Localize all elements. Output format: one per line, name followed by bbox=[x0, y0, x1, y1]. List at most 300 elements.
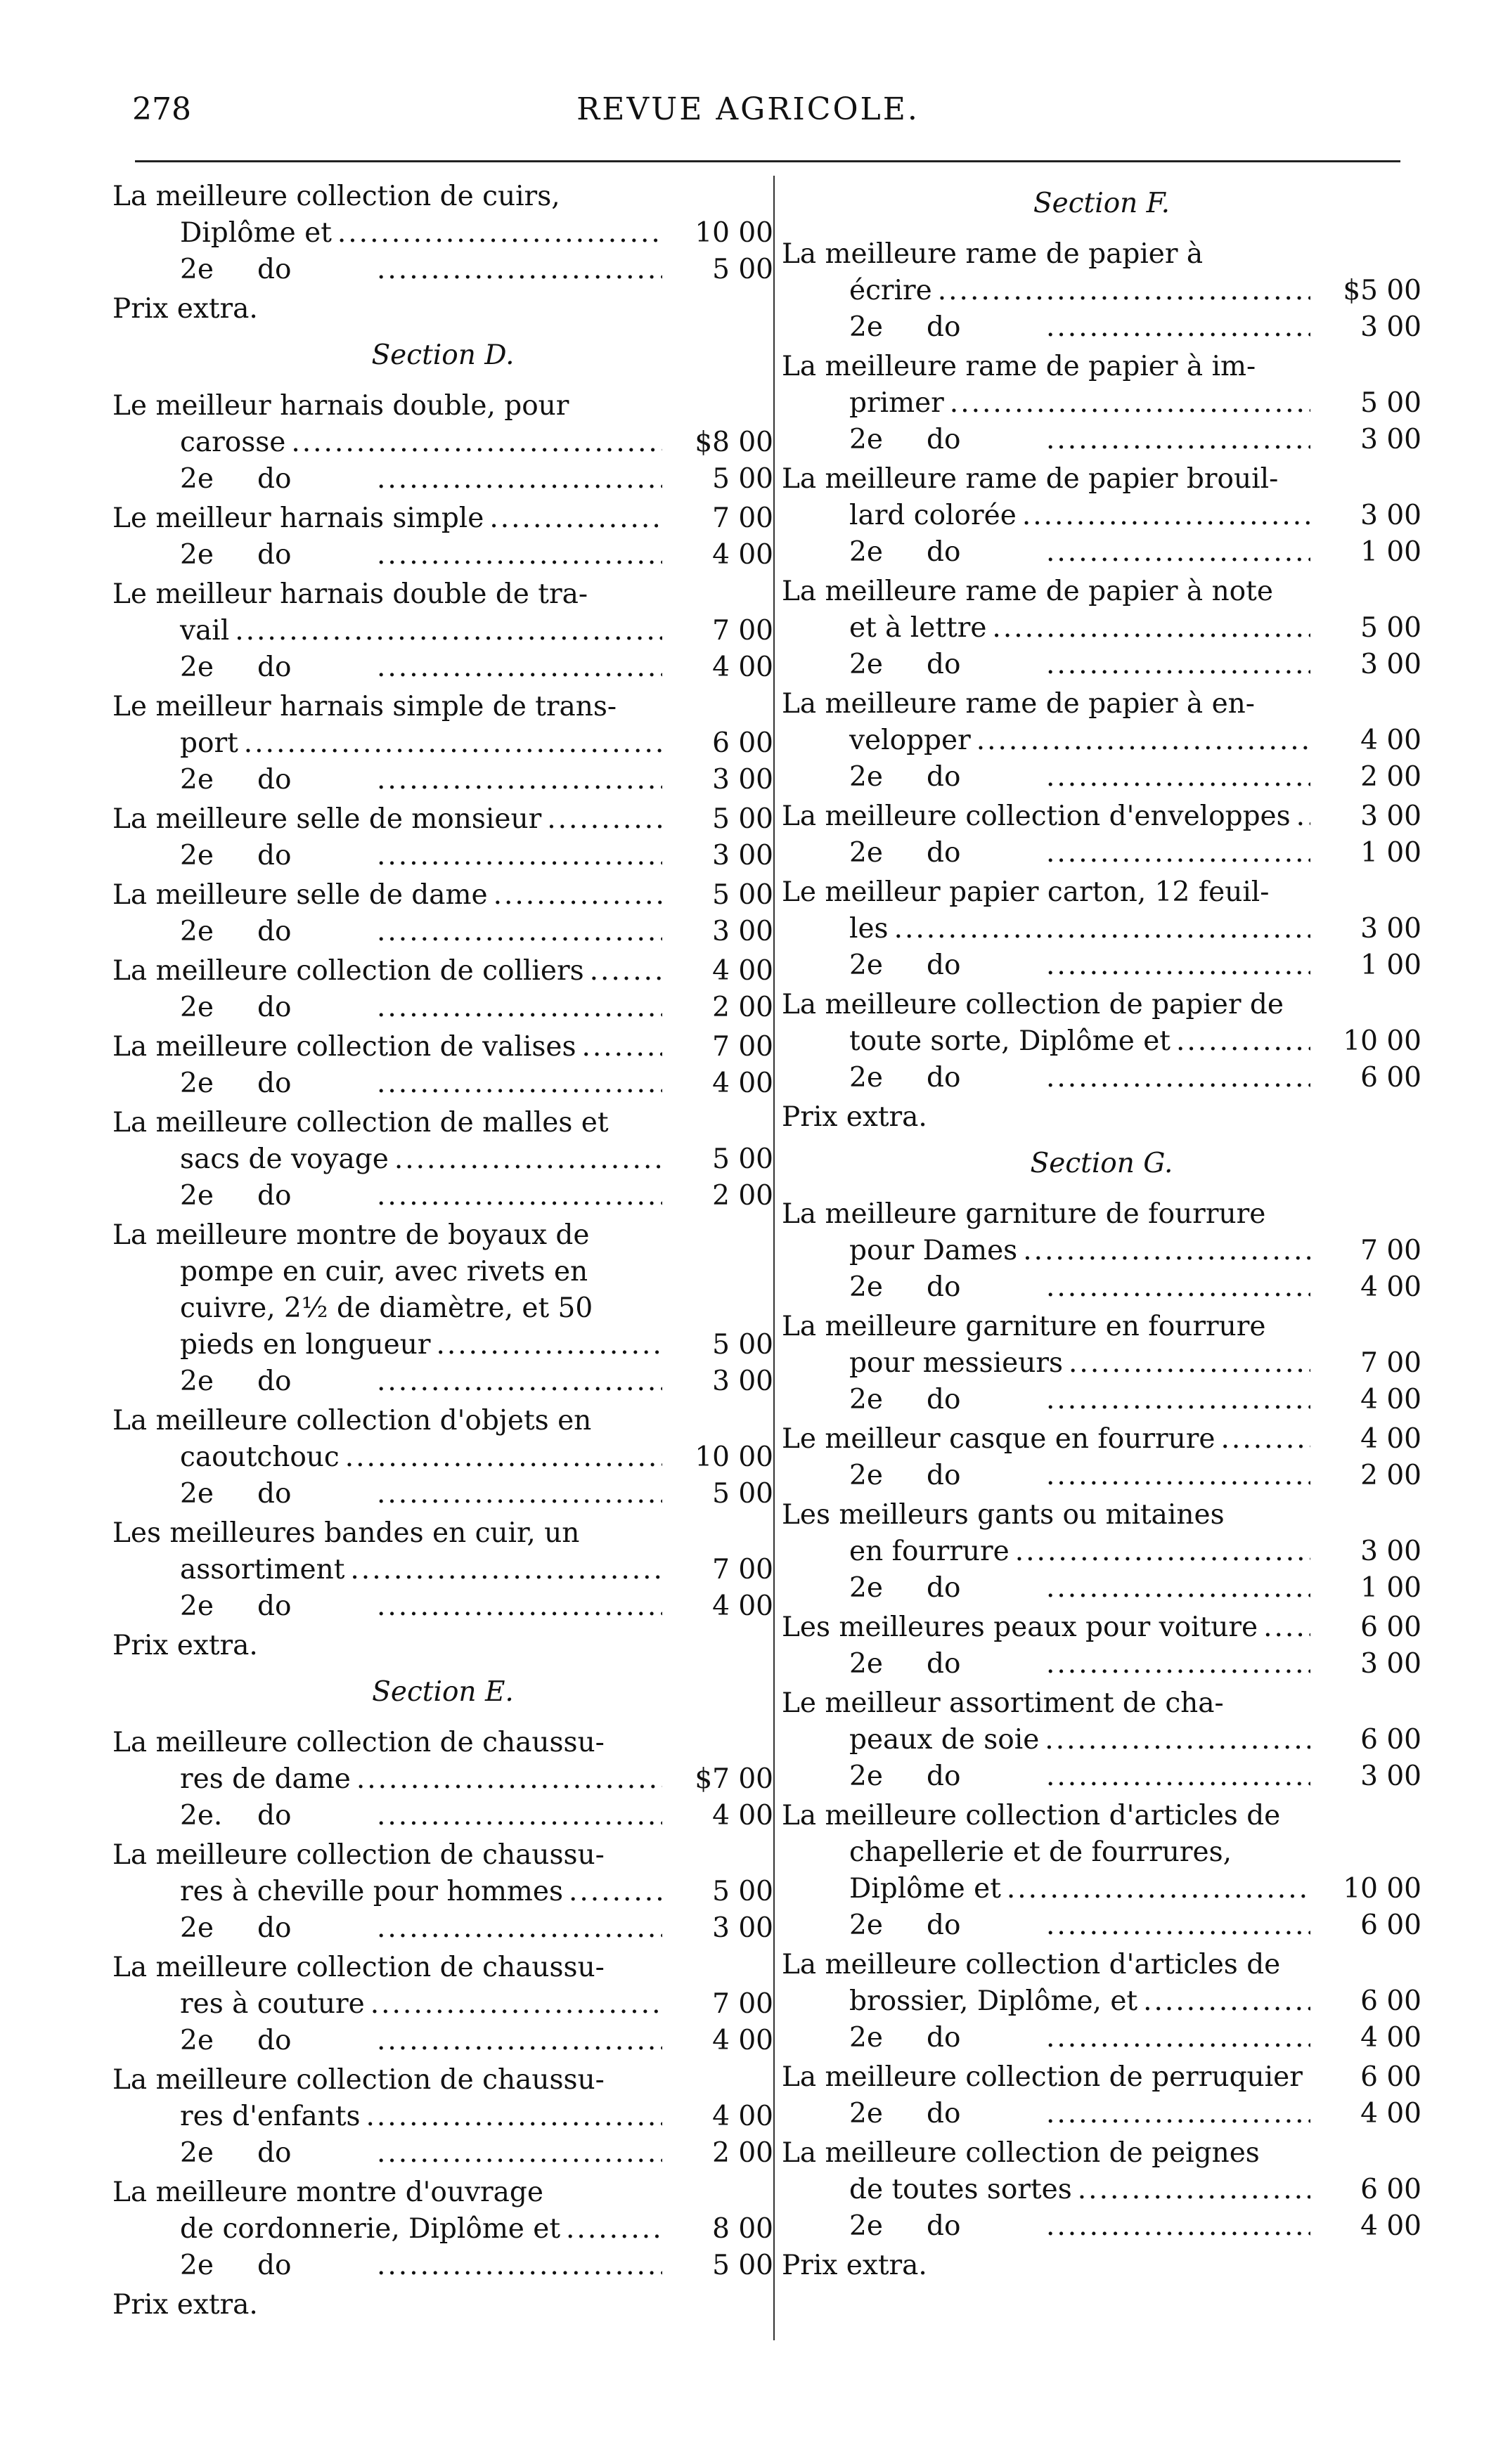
prize-amount: 3 00 bbox=[1360, 424, 1421, 455]
prize-amount: 4 00 bbox=[1360, 1271, 1421, 1303]
entry-text: La meilleure collection d'objets en bbox=[112, 1405, 592, 1437]
entry-text: res à couture bbox=[180, 1988, 365, 2020]
prize-line bbox=[180, 1986, 773, 2023]
ditto-mark: do bbox=[257, 1590, 292, 1622]
entry-continuation bbox=[782, 1834, 1421, 1907]
leader-dots bbox=[894, 911, 1310, 947]
prize-block bbox=[782, 349, 1421, 458]
second-prize-line bbox=[782, 759, 1421, 796]
second-label: 2e bbox=[849, 536, 883, 568]
second-label: 2e bbox=[180, 1366, 214, 1397]
entry-text: La meilleure collection de peignes bbox=[782, 2137, 1260, 2169]
entry-continuation bbox=[782, 911, 1421, 947]
prize-line bbox=[112, 953, 773, 990]
leader-dots bbox=[394, 1141, 662, 1178]
prize-line bbox=[849, 1533, 1421, 1570]
prize-amount: 6 00 bbox=[1360, 2174, 1421, 2205]
entry-text: primer bbox=[849, 387, 944, 419]
prize-amount: 10 00 bbox=[1343, 1873, 1421, 1905]
prix-extra: Prix extra. bbox=[782, 1101, 927, 1133]
prize-amount: 4 00 bbox=[712, 1068, 773, 1099]
leader-dots bbox=[1176, 1023, 1310, 1060]
entry-text: La meilleure collection de chaussu- bbox=[112, 1839, 605, 1871]
entry-text: pour Dames bbox=[849, 1235, 1018, 1266]
leader-dots bbox=[377, 762, 662, 798]
entry-text: chapellerie et de fourrures, bbox=[849, 1836, 1232, 1868]
prize-line bbox=[849, 610, 1421, 647]
prize-amount: $8 00 bbox=[695, 427, 773, 458]
second-label: 2e. bbox=[180, 1800, 223, 1831]
prize-block bbox=[782, 1309, 1421, 1418]
prize-block bbox=[782, 461, 1421, 571]
entry-text: Le meilleur harnais double, pour bbox=[112, 390, 569, 422]
second-prize-line bbox=[782, 309, 1421, 346]
ditto-mark: do bbox=[927, 1460, 961, 1491]
second-label: 2e bbox=[849, 837, 883, 869]
entry-continuation bbox=[782, 1722, 1421, 1758]
prize-amount: 1 00 bbox=[1360, 1572, 1421, 1604]
prize-block bbox=[782, 1421, 1421, 1494]
prize-amount: 7 00 bbox=[712, 1988, 773, 2020]
entry-text: La meilleure collection d'enveloppes bbox=[782, 800, 1291, 832]
entry-text: pieds en longueur bbox=[180, 1329, 431, 1361]
prize-amount: 8 00 bbox=[712, 2213, 773, 2245]
prize-amount: 1 00 bbox=[1360, 949, 1421, 981]
ditto-mark: do bbox=[257, 1180, 292, 1212]
entry-text: La meilleure garniture en fourrure bbox=[782, 1311, 1266, 1342]
entry-text: écrire bbox=[849, 275, 932, 306]
leader-dots bbox=[1046, 1382, 1310, 1418]
prize-amount: 3 00 bbox=[1360, 311, 1421, 343]
leader-dots bbox=[1046, 2096, 1310, 2132]
entry-text: les bbox=[849, 913, 889, 945]
second-prize-line bbox=[112, 2248, 773, 2284]
second-label: 2e bbox=[849, 949, 883, 981]
prize-line bbox=[782, 1609, 1421, 1646]
prize-entry bbox=[782, 461, 1421, 498]
left-column bbox=[112, 176, 773, 2323]
leader-dots bbox=[566, 2211, 662, 2248]
second-label: 2e bbox=[849, 1648, 883, 1680]
second-prize-line bbox=[112, 2023, 773, 2059]
entry-text: Le meilleur harnais double de tra- bbox=[112, 578, 588, 610]
ditto-mark: do bbox=[927, 1271, 961, 1303]
prize-amount: 4 00 bbox=[712, 1800, 773, 1831]
second-label: 2e bbox=[180, 463, 214, 495]
prize-amount: 3 00 bbox=[712, 1912, 773, 1944]
entry-text: Diplôme et bbox=[849, 1873, 1001, 1905]
entry-continuation bbox=[112, 1439, 773, 1476]
second-label: 2e bbox=[849, 2022, 883, 2054]
section-title: Section E. bbox=[372, 1676, 514, 1708]
prize-amount: 10 00 bbox=[695, 217, 773, 249]
prize-line bbox=[849, 722, 1421, 759]
ditto-mark: do bbox=[257, 1366, 292, 1397]
entry-text: brossier, Diplôme, et bbox=[849, 1985, 1138, 2017]
second-label: 2e bbox=[180, 254, 214, 285]
leader-dots bbox=[1022, 498, 1310, 534]
leader-dots bbox=[377, 1476, 662, 1512]
prize-line bbox=[180, 2099, 773, 2135]
prix-extra: Prix extra. bbox=[112, 293, 258, 325]
entry-text: de toutes sortes bbox=[849, 2174, 1072, 2205]
ditto-mark: do bbox=[927, 949, 961, 981]
leader-dots bbox=[1069, 1345, 1310, 1382]
second-label: 2e bbox=[180, 1478, 214, 1510]
entry-text: res à cheville pour hommes bbox=[180, 1876, 564, 1907]
prize-amount: 5 00 bbox=[712, 2250, 773, 2281]
leader-dots bbox=[1046, 1907, 1310, 1944]
leader-dots bbox=[1046, 1060, 1310, 1096]
ditto-mark: do bbox=[257, 539, 292, 571]
entry-continuation bbox=[782, 498, 1421, 534]
prize-line bbox=[112, 801, 773, 838]
leader-dots bbox=[377, 2023, 662, 2059]
ditto-mark: do bbox=[927, 424, 961, 455]
entry-text: La meilleure collection de colliers bbox=[112, 955, 584, 987]
second-label: 2e bbox=[849, 649, 883, 680]
second-prize-line bbox=[782, 534, 1421, 571]
ditto-mark: do bbox=[927, 1909, 961, 1941]
prize-block bbox=[782, 1947, 1421, 2056]
leader-dots bbox=[1046, 1646, 1310, 1682]
prize-amount: 7 00 bbox=[712, 1031, 773, 1063]
second-label: 2e bbox=[849, 311, 883, 343]
prize-amount: 6 00 bbox=[1360, 1612, 1421, 1643]
prize-amount: 2 00 bbox=[712, 2137, 773, 2169]
prize-block bbox=[112, 1725, 773, 1834]
entry-continuation bbox=[782, 1533, 1421, 1570]
prize-amount: 5 00 bbox=[712, 1876, 773, 1907]
prize-amount: 5 00 bbox=[712, 803, 773, 835]
second-prize-line bbox=[782, 1646, 1421, 1682]
prize-amount: 5 00 bbox=[712, 463, 773, 495]
prize-amount: 5 00 bbox=[712, 1329, 773, 1361]
leader-dots bbox=[366, 2099, 662, 2135]
prize-block bbox=[782, 573, 1421, 683]
leader-dots bbox=[377, 1588, 662, 1625]
prize-amount: 10 00 bbox=[695, 1441, 773, 1473]
ditto-mark: do bbox=[257, 463, 292, 495]
entry-text: Les meilleures peaux pour voiture bbox=[782, 1612, 1258, 1643]
ditto-mark: do bbox=[927, 1648, 961, 1680]
entry-continuation bbox=[112, 424, 773, 461]
second-label: 2e bbox=[849, 1384, 883, 1415]
prize-entry bbox=[782, 349, 1421, 385]
second-prize-line bbox=[112, 649, 773, 686]
entry-continuation bbox=[782, 722, 1421, 759]
second-prize-line bbox=[112, 461, 773, 498]
second-label: 2e bbox=[849, 1909, 883, 1941]
leader-dots bbox=[1263, 1609, 1310, 1646]
second-label: 2e bbox=[849, 1460, 883, 1491]
entry-text: de cordonnerie, Diplôme et bbox=[180, 2213, 561, 2245]
prize-amount: 4 00 bbox=[1360, 2098, 1421, 2129]
entry-continuation bbox=[782, 385, 1421, 422]
entry-continuation bbox=[782, 1345, 1421, 1382]
second-label: 2e bbox=[180, 1590, 214, 1622]
entry-continuation bbox=[782, 1233, 1421, 1269]
entry-text: en fourrure bbox=[849, 1536, 1010, 1567]
prize-amount: 2 00 bbox=[712, 1180, 773, 1212]
leader-dots bbox=[1046, 422, 1310, 458]
second-prize-line bbox=[112, 1065, 773, 1102]
second-prize-line bbox=[112, 537, 773, 573]
entry-text: lard colorée bbox=[849, 500, 1017, 531]
second-prize-line bbox=[112, 990, 773, 1026]
entry-text: velopper bbox=[849, 725, 971, 756]
entry-continuation bbox=[782, 273, 1421, 309]
prize-amount: 3 00 bbox=[1360, 800, 1421, 832]
entry-text: La meilleure montre d'ouvrage bbox=[112, 2177, 543, 2208]
prize-entry bbox=[782, 1947, 1421, 1983]
entry-text: La meilleure collection de valises bbox=[112, 1031, 576, 1063]
prize-line bbox=[180, 1327, 773, 1363]
prix-extra: Prix extra. bbox=[112, 2289, 258, 2321]
prize-amount: 7 00 bbox=[1360, 1235, 1421, 1266]
prize-block bbox=[112, 877, 773, 950]
prize-entry bbox=[112, 1515, 773, 1552]
prize-amount: 1 00 bbox=[1360, 536, 1421, 568]
prize-line bbox=[180, 1141, 773, 1178]
entry-continuation bbox=[782, 2172, 1421, 2208]
second-prize-line bbox=[782, 2096, 1421, 2132]
leader-dots bbox=[581, 1029, 662, 1065]
entry-text: La meilleure rame de papier à im- bbox=[782, 351, 1256, 382]
leader-dots bbox=[1308, 2059, 1310, 2096]
second-label: 2e bbox=[849, 1572, 883, 1604]
leader-dots bbox=[1007, 1871, 1310, 1907]
section-title: Section F. bbox=[1033, 188, 1171, 219]
leader-dots bbox=[494, 877, 662, 914]
second-prize-line bbox=[112, 1588, 773, 1625]
prize-amount: 3 00 bbox=[712, 1366, 773, 1397]
entry-text: La meilleure collection de chaussu- bbox=[112, 1727, 605, 1758]
prize-amount: 3 00 bbox=[712, 916, 773, 947]
second-label: 2e bbox=[180, 2250, 214, 2281]
prize-entry bbox=[782, 987, 1421, 1023]
leader-dots bbox=[1023, 1233, 1310, 1269]
prize-entry bbox=[112, 1105, 773, 1141]
second-prize-line bbox=[112, 1178, 773, 1214]
prize-line bbox=[782, 1421, 1421, 1458]
leader-dots bbox=[1046, 759, 1310, 796]
prize-block bbox=[782, 1196, 1421, 1306]
section-title: Section D. bbox=[371, 339, 515, 371]
ditto-mark: do bbox=[927, 2210, 961, 2242]
prize-line bbox=[849, 1983, 1421, 2020]
prize-amount: 5 00 bbox=[712, 1143, 773, 1175]
prize-line bbox=[849, 498, 1421, 534]
second-prize-line bbox=[782, 2208, 1421, 2245]
leader-dots bbox=[377, 1178, 662, 1214]
prize-entry bbox=[782, 236, 1421, 273]
leader-dots bbox=[1143, 1983, 1310, 2020]
prize-entry bbox=[782, 1196, 1421, 1233]
entry-continuation bbox=[782, 610, 1421, 647]
prize-amount: 6 00 bbox=[1360, 2061, 1421, 2093]
prix-extra: Prix extra. bbox=[782, 2250, 927, 2281]
leader-dots bbox=[377, 914, 662, 950]
ditto-mark: do bbox=[257, 254, 292, 285]
entry-text: toute sorte, Diplôme et bbox=[849, 1025, 1171, 1057]
prize-amount: 4 00 bbox=[1360, 1384, 1421, 1415]
prize-entry bbox=[782, 1798, 1421, 1834]
entry-text: pour messieurs bbox=[849, 1347, 1064, 1379]
prize-amount: 3 00 bbox=[1360, 500, 1421, 531]
prize-block bbox=[782, 1609, 1421, 1682]
entry-continuation bbox=[112, 1141, 773, 1178]
prize-amount: 6 00 bbox=[1360, 1724, 1421, 1756]
ditto-mark: do bbox=[257, 1068, 292, 1099]
prize-amount: 7 00 bbox=[712, 1554, 773, 1586]
prize-block bbox=[782, 236, 1421, 346]
prize-entry bbox=[782, 686, 1421, 722]
leader-dots bbox=[377, 1363, 662, 1400]
entry-text: La meilleure rame de papier à bbox=[782, 238, 1204, 270]
leader-dots bbox=[377, 252, 662, 288]
prize-line bbox=[112, 877, 773, 914]
leader-dots bbox=[1046, 1570, 1310, 1607]
second-label: 2e bbox=[180, 840, 214, 871]
entry-continuation bbox=[782, 1983, 1421, 2020]
second-prize-line bbox=[782, 1758, 1421, 1795]
second-prize-line bbox=[782, 1060, 1421, 1096]
prize-amount: $5 00 bbox=[1343, 275, 1421, 306]
prize-line bbox=[849, 1722, 1421, 1758]
entry-text: sacs de voyage bbox=[180, 1143, 389, 1175]
entry-text: carosse bbox=[180, 427, 286, 458]
prize-entry bbox=[782, 1685, 1421, 1722]
prize-block bbox=[112, 953, 773, 1026]
prize-amount: 3 00 bbox=[1360, 1761, 1421, 1792]
prize-amount: 3 00 bbox=[712, 840, 773, 871]
entry-continuation bbox=[112, 1761, 773, 1798]
leader-dots bbox=[1046, 1458, 1310, 1494]
leader-dots bbox=[1046, 947, 1310, 984]
leader-dots bbox=[345, 1439, 662, 1476]
entry-text: peaux de soie bbox=[849, 1724, 1040, 1756]
prize-amount: 4 00 bbox=[712, 651, 773, 683]
leader-dots bbox=[1221, 1421, 1310, 1458]
entry-text: Le meilleur harnais simple de trans- bbox=[112, 691, 617, 722]
prize-amount: 4 00 bbox=[712, 2025, 773, 2056]
prize-block bbox=[782, 1497, 1421, 1607]
second-label: 2e bbox=[180, 539, 214, 571]
prize-line bbox=[180, 215, 773, 252]
prize-entry bbox=[112, 2062, 773, 2099]
second-label: 2e bbox=[180, 1068, 214, 1099]
leader-dots bbox=[235, 613, 662, 649]
entry-continuation bbox=[112, 613, 773, 649]
prize-amount: 5 00 bbox=[1360, 612, 1421, 644]
leader-dots bbox=[1046, 1758, 1310, 1795]
second-label: 2e bbox=[849, 2098, 883, 2129]
entry-continuation bbox=[112, 215, 773, 252]
second-prize-line bbox=[112, 838, 773, 874]
prize-entry bbox=[782, 1497, 1421, 1533]
entry-text: Le meilleur casque en fourrure bbox=[782, 1423, 1216, 1455]
entry-text: Les meilleurs gants ou mitaines bbox=[782, 1499, 1225, 1531]
entry-text: caoutchouc bbox=[180, 1441, 340, 1473]
leader-dots bbox=[377, 1798, 662, 1834]
prize-amount: 4 00 bbox=[712, 2101, 773, 2132]
second-label: 2e bbox=[849, 1062, 883, 1094]
ditto-mark: do bbox=[257, 916, 292, 947]
leader-dots bbox=[350, 1552, 662, 1588]
ditto-mark: do bbox=[257, 764, 292, 796]
second-prize-line bbox=[782, 1570, 1421, 1607]
prize-line bbox=[180, 613, 773, 649]
prize-line bbox=[180, 1761, 773, 1798]
prize-entry bbox=[782, 573, 1421, 610]
prize-block bbox=[112, 1950, 773, 2059]
entry-text: cuivre, 2½ de diamètre, et 50 bbox=[180, 1292, 593, 1324]
entry-continuation bbox=[112, 1254, 773, 1363]
second-prize-line bbox=[782, 2020, 1421, 2056]
second-prize-line bbox=[782, 1907, 1421, 1944]
entry-text: La meilleure collection de papier de bbox=[782, 989, 1284, 1020]
prize-block bbox=[112, 1029, 773, 1102]
entry-continuation bbox=[112, 2099, 773, 2135]
entry-continuation bbox=[782, 1023, 1421, 1060]
second-prize-line bbox=[782, 1382, 1421, 1418]
prize-entry bbox=[112, 1950, 773, 1986]
prize-amount: 7 00 bbox=[712, 502, 773, 534]
entry-text: La meilleure collection de cuirs, bbox=[112, 181, 560, 212]
prize-amount: 2 00 bbox=[1360, 1460, 1421, 1491]
entry-text: res d'enfants bbox=[180, 2101, 361, 2132]
leader-dots bbox=[436, 1327, 662, 1363]
prize-amount: 4 00 bbox=[712, 539, 773, 571]
prize-line bbox=[180, 725, 773, 762]
entry-text: La meilleure collection de chaussu- bbox=[112, 2064, 605, 2096]
section-title: Section G. bbox=[1030, 1148, 1173, 1179]
prize-entry bbox=[782, 874, 1421, 911]
second-prize-line bbox=[112, 914, 773, 950]
second-prize-line bbox=[112, 1798, 773, 1834]
ditto-mark: do bbox=[927, 649, 961, 680]
prix-extra: Prix extra. bbox=[112, 1630, 258, 1661]
prize-amount: 5 00 bbox=[712, 879, 773, 911]
prize-amount: 10 00 bbox=[1343, 1025, 1421, 1057]
second-label: 2e bbox=[849, 1271, 883, 1303]
ditto-mark: do bbox=[927, 536, 961, 568]
prize-entry bbox=[112, 689, 773, 725]
prize-line bbox=[180, 1439, 773, 1476]
entry-text: La meilleure collection d'articles de bbox=[782, 1800, 1281, 1831]
prize-block bbox=[112, 576, 773, 686]
entry-text: res de dame bbox=[180, 1763, 351, 1795]
leader-dots bbox=[1046, 1269, 1310, 1306]
ditto-mark: do bbox=[927, 2098, 961, 2129]
ditto-mark: do bbox=[927, 761, 961, 793]
second-prize-line bbox=[112, 2135, 773, 2172]
second-label: 2e bbox=[180, 1912, 214, 1944]
prize-amount: 4 00 bbox=[1360, 2210, 1421, 2242]
prize-amount: 3 00 bbox=[712, 764, 773, 796]
second-label: 2e bbox=[849, 1761, 883, 1792]
ditto-mark: do bbox=[927, 1761, 961, 1792]
entry-continuation bbox=[112, 2211, 773, 2248]
entry-text: Le meilleur papier carton, 12 feuil- bbox=[782, 876, 1270, 908]
prize-amount: 4 00 bbox=[712, 1590, 773, 1622]
prize-block bbox=[782, 2059, 1421, 2132]
ditto-mark: do bbox=[257, 1912, 292, 1944]
second-prize-line bbox=[782, 835, 1421, 871]
prize-block bbox=[782, 686, 1421, 796]
leader-dots bbox=[1045, 1722, 1310, 1758]
